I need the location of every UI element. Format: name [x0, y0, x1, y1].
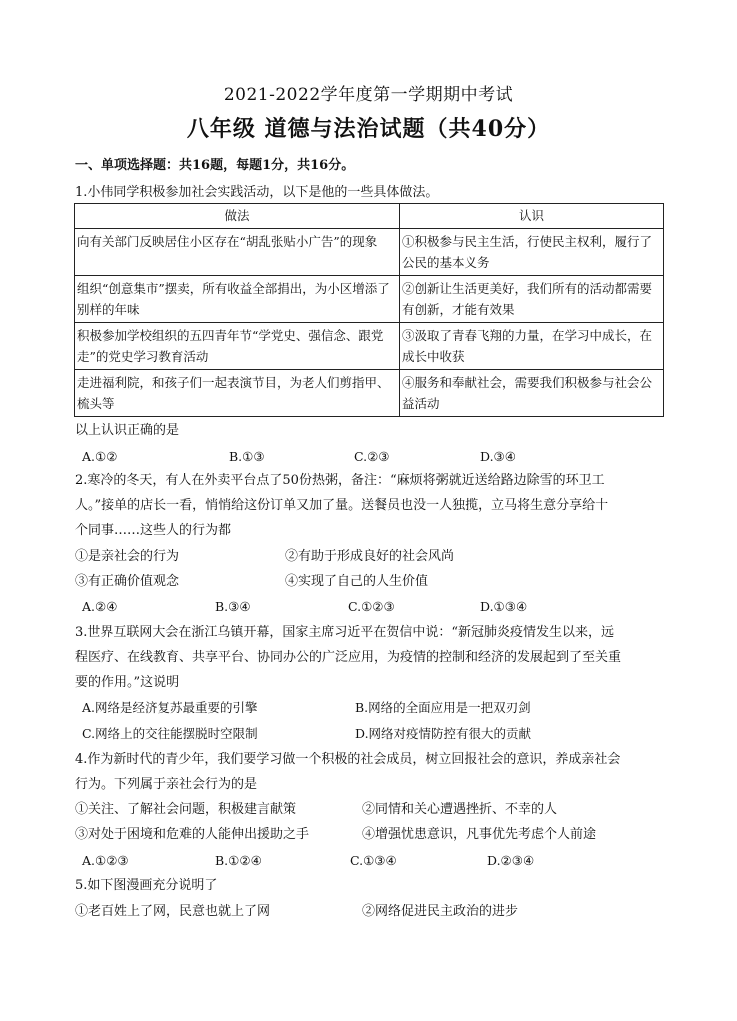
q3-stem-line: 要的作用。”这说明	[75, 675, 180, 690]
q2-option-a[interactable]: A.②④	[82, 599, 118, 614]
q4-option-d[interactable]: D.②③④	[487, 853, 535, 868]
q2-statement: ②有助于形成良好的社会风尚	[285, 549, 455, 564]
table-cell: ①积极参与民主生活，行使民主权利，履行了公民的基本义务	[400, 229, 664, 276]
q3-option-c[interactable]: C.网络上的交往能摆脱时空限制	[82, 726, 258, 741]
table-row	[75, 276, 664, 323]
q1-option-a[interactable]: A.①②	[82, 449, 118, 464]
q2-statement: ④实现了自己的人生价值	[285, 574, 429, 589]
table-cell: 组织“创意集市”摆卖，所有收益全部捐出，为小区增添了别样的年味	[75, 276, 400, 323]
q2-option-b[interactable]: B.③④	[215, 599, 251, 614]
q3-stem-line: 3.世界互联网大会在浙江乌镇开幕，国家主席习近平在贺信中说：“新冠肺炎疫情发生以来，远	[75, 625, 615, 640]
q4-stem-line: 行为。下列属于亲社会行为的是	[75, 777, 258, 792]
q3-option-a[interactable]: A.网络是经济复苏最重要的引擎	[82, 700, 258, 715]
q1-stem: 1.小伟同学积极参加社会实践活动，以下是他的一些具体做法。	[75, 185, 439, 200]
q2-option-c[interactable]: C.①②③	[348, 599, 395, 614]
q1-option-c[interactable]: C.②③	[354, 449, 390, 464]
q4-statement: ④增强忧患意识，凡事优先考虑个人前途	[362, 827, 597, 842]
table-cell: 积极参加学校组织的五四青年节“学党史、强信念、跟党走”的党史学习教育活动	[75, 323, 400, 370]
table-row	[75, 229, 664, 276]
q2-stem-line: 人。”接单的店长一看，悄悄给这份订单又加了量。送餐员也没一人独揽，立马将生意分享给十	[75, 498, 609, 513]
q3-option-b[interactable]: B.网络的全面应用是一把双刃剑	[355, 700, 531, 715]
q1-table	[74, 203, 664, 417]
q2-stem-line: 2.寒冷的冬天，有人在外卖平台点了50份热粥，备注：“麻烦将粥就近送给路边除雪的环卫工	[75, 473, 605, 488]
q3-stem-line: 程医疗、在线教育、共享平台、协同办公的广泛应用，为疫情的控制和经济的发展起到了至关重	[75, 650, 622, 665]
q4-option-b[interactable]: B.①②④	[215, 853, 262, 868]
q1-table-header: 做法	[75, 204, 400, 229]
q4-statement: ②同情和关心遭遇挫折、不幸的人	[362, 802, 558, 817]
table-cell: 向有关部门反映居住小区存在“胡乱张贴小广告”的现象	[75, 229, 400, 276]
table-row	[75, 370, 664, 417]
q1-option-b[interactable]: B.①③	[229, 449, 265, 464]
q2-option-d[interactable]: D.①③④	[480, 599, 528, 614]
table-cell: ④服务和奉献社会，需要我们积极参与社会公益活动	[400, 370, 664, 417]
q5-statement: ①老百姓上了网，民意也就上了网	[75, 904, 271, 919]
q5-statement: ②网络促进民主政治的进步	[362, 904, 519, 919]
table-row	[75, 323, 664, 370]
q2-statement: ①是亲社会的行为	[75, 549, 180, 564]
q2-stem-line: 个同事……这些人的行为都	[75, 523, 232, 538]
q4-statement: ③对处于困境和危难的人能伸出援助之手	[75, 827, 310, 842]
q2-statement: ③有正确价值观念	[75, 574, 180, 589]
q4-statement: ①关注、了解社会问题，积极建言献策	[75, 802, 297, 817]
q1-option-d[interactable]: D.③④	[480, 449, 516, 464]
q1-table-header-row	[75, 204, 664, 229]
q4-option-c[interactable]: C.①③④	[350, 853, 397, 868]
exam-subtitle: 八年级 道德与法治试题（共40分）	[186, 116, 551, 142]
exam-title: 2021-2022学年度第一学期期中考试	[223, 85, 514, 105]
table-cell: 走进福利院，和孩子们一起表演节目，为老人们剪指甲、梳头等	[75, 370, 400, 417]
q1-prompt: 以上认识正确的是	[75, 423, 180, 438]
q1-table-header: 认识	[400, 204, 664, 229]
section-heading: 一、单项选择题：共16题，每题1分，共16分。	[75, 158, 355, 173]
q3-option-d[interactable]: D.网络对疫情防控有很大的贡献	[355, 726, 532, 741]
table-cell: ③汲取了青春飞翔的力量，在学习中成长，在成长中收获	[400, 323, 664, 370]
table-cell: ②创新让生活更美好，我们所有的活动都需要有创新，才能有效果	[400, 276, 664, 323]
q5-stem: 5.如下图漫画充分说明了	[75, 878, 218, 893]
q4-option-a[interactable]: A.①②③	[82, 853, 129, 868]
q4-stem-line: 4.作为新时代的青少年，我们要学习做一个积极的社会成员，树立回报社会的意识，养成亲社会	[75, 752, 621, 767]
